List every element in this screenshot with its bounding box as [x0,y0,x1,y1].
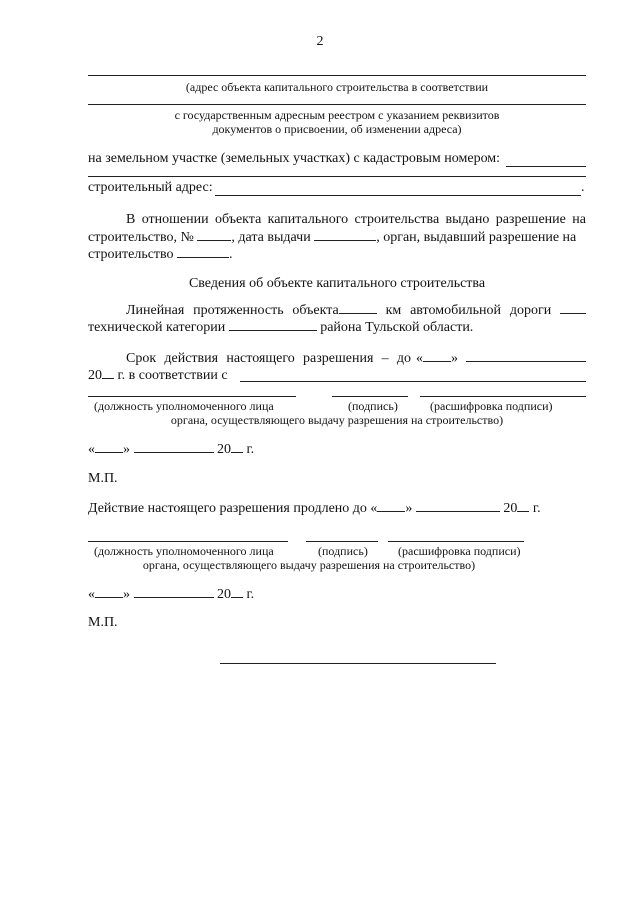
validity-line-1 [126,350,586,367]
address-caption-1: (адрес объекта капитального строительства в соответствии [185,80,489,94]
date-day-field[interactable] [95,586,123,598]
extension-line [88,500,541,517]
validity-word: разрешения [303,351,374,366]
decoding-line-1[interactable] [420,396,586,397]
extension-day-field[interactable] [377,500,405,512]
validity-year-prefix: 20 [88,368,102,383]
land-plot-line[interactable] [88,176,586,177]
extension-year-prefix: 20 [503,501,518,516]
date-year-field[interactable] [231,586,243,598]
extension-year-suffix: г. [529,501,541,516]
permit-dot: . [229,247,233,262]
length-word: дороги [509,303,552,318]
validity-accordance-field[interactable] [240,381,586,382]
organ-caption-2: органа, осуществляющего выдачу разрешения на строительство) [142,558,476,572]
permit-word: разрешение [495,212,566,227]
signature-line-1[interactable] [332,396,408,397]
length-word: Линейная [126,303,185,318]
date-year-suffix: г. [243,442,255,457]
permit-paragraph-line-1 [126,212,586,228]
address-caption-2: с государственным адресным реестром с указанием реквизитов [174,108,500,122]
permit-number-field[interactable] [197,229,231,241]
validity-word: Срок [126,351,157,366]
validity-quote-close: » [451,351,459,366]
validity-word: действия [164,351,219,366]
date-year-field[interactable] [231,441,243,453]
land-plot-label: на земельном участке (земельных участках) с кадастровым номером: [88,151,501,166]
position-line-2[interactable] [88,541,288,542]
date-quote-close: » [123,442,130,457]
signature-caption-1: (подпись) [348,399,398,413]
road-name-field[interactable] [560,302,586,314]
cadastral-number-field[interactable] [506,166,586,167]
date-month-field[interactable] [134,586,214,598]
build-address-field[interactable] [215,195,581,196]
seal-place-2: М.П. [88,615,118,630]
position-caption-1: (должность уполномоченного лица [94,399,274,413]
address-line-1 [88,75,586,76]
extension-label: Действие настоящего разрешения продлено до « [88,501,378,516]
date-quote-open: « [88,587,95,602]
decoding-caption-2: (расшифровка подписи) [398,544,521,558]
permit-paragraph-line-3 [88,246,233,263]
permit-word: отношении [141,212,209,227]
issuing-organ-field[interactable] [177,246,229,258]
issuing-organ-label: , орган, выдавший разрешение на [376,230,577,245]
length-value-field[interactable] [339,302,377,314]
signature-caption-2: (подпись) [318,544,368,558]
permit-construction-label: строительство [88,247,174,262]
permit-paragraph-line-2 [88,229,576,246]
date-year-suffix: г. [243,587,255,602]
build-address-dot: . [581,180,585,195]
length-word: объекта [292,303,339,318]
region-label: района Тульской области. [320,320,474,335]
technical-category-label: технической категории [88,320,226,335]
validity-day-field[interactable] [423,350,451,362]
date-year-prefix: 20 [217,587,231,602]
validity-word: настоящего [226,351,295,366]
validity-accordance-label: г. в соответствии с [114,368,228,383]
validity-word: – [381,351,389,366]
date-day-field[interactable] [95,441,123,453]
permit-word: строительства [354,212,440,227]
address-line-2 [88,104,586,105]
organ-caption-1: органа, осуществляющего выдачу разрешения на строительство) [170,413,504,427]
permit-word: на [572,212,586,227]
validity-word: до [396,351,412,366]
decoding-line-2[interactable] [388,541,524,542]
date-line-1 [88,441,254,458]
date-quote-open: « [88,442,95,457]
date-line-2 [88,586,254,603]
length-word: автомобильной [410,303,502,318]
date-month-field[interactable] [134,441,214,453]
validity-year-field[interactable] [102,367,114,379]
length-word: протяженность [193,303,284,318]
validity-quote-open: « [416,351,424,366]
length-word: км [385,303,402,318]
permit-word: капитального [267,212,349,227]
extension-quote-close: » [405,501,413,516]
signature-line-2[interactable] [306,541,378,542]
technical-category-field[interactable] [229,319,317,331]
build-address-label: строительный адрес: [88,180,213,195]
length-paragraph-line-1 [126,302,586,319]
address-caption-3: документов о присвоении, об изменении адреса) [212,122,462,136]
date-quote-close: » [123,587,130,602]
decoding-caption-1: (расшифровка подписи) [430,399,553,413]
extension-month-field[interactable] [416,500,500,512]
section-title: Сведения об объекте капитального строительства [188,276,486,291]
issue-date-label: , дата выдачи [231,230,311,245]
closing-divider [220,663,496,664]
permit-word: выдано [445,212,490,227]
validity-line-2 [88,367,228,384]
permit-word: В [126,212,136,227]
extension-year-field[interactable] [517,500,529,512]
position-caption-2: (должность уполномоченного лица [94,544,274,558]
issue-date-field[interactable] [314,229,376,241]
date-year-prefix: 20 [217,442,231,457]
position-line-1[interactable] [88,396,296,397]
validity-month-field[interactable] [466,350,586,362]
permit-number-label: строительство, № [88,230,194,245]
length-paragraph-line-2 [88,319,473,336]
permit-word: объекта [214,212,262,227]
page-number: 2 [316,34,324,49]
seal-place-1: М.П. [88,471,118,486]
